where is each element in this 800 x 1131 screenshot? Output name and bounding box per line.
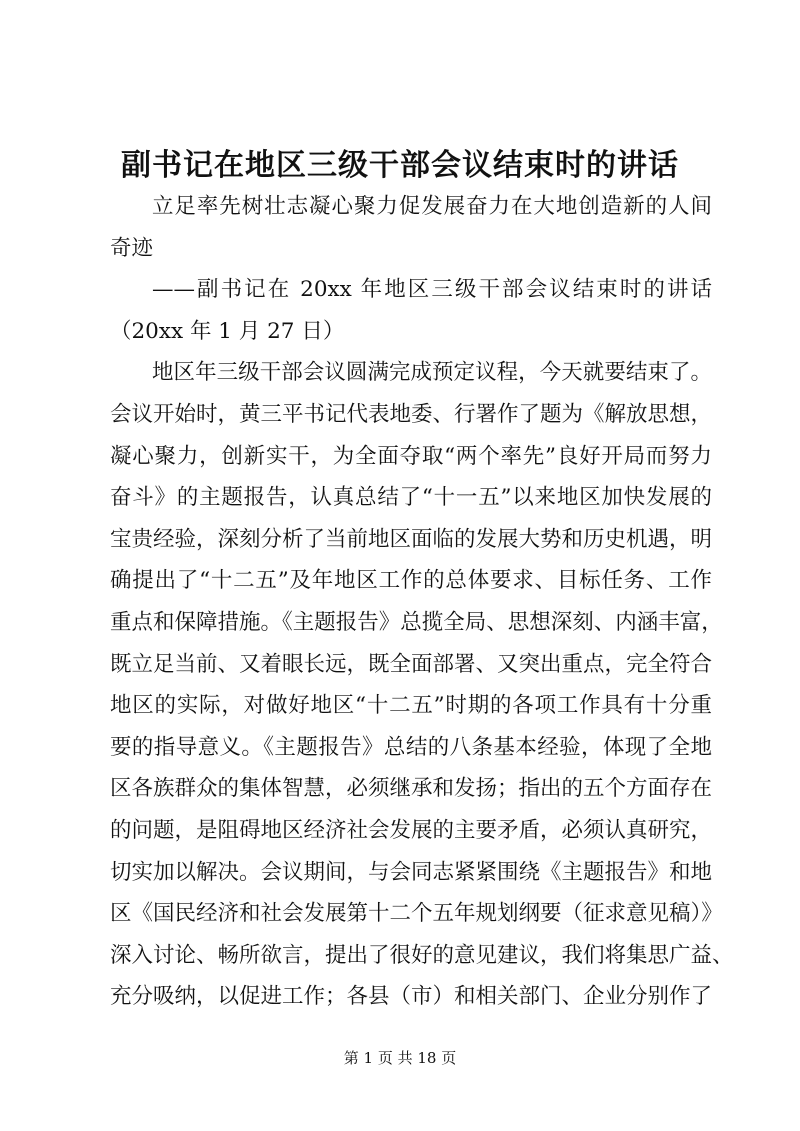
paragraph-line: 奋斗》的主题报告，认真总结了“十一五”以来地区加快发展的 [110,485,712,511]
paragraph-line: 地区的实际，对做好地区“十二五”时期的各项工作具有十分重 [110,693,712,719]
paragraph-line: 区各族群众的集体智慧，必须继承和发扬；指出的五个方面存在 [110,776,713,802]
paragraph-line: 区《国民经济和社会发展第十二个五年规划纲要（征求意见稿）》 [110,901,723,927]
paragraph-line: 宝贵经验，深刻分析了当前地区面临的发展大势和历史机遇，明 [110,526,713,552]
document-title: 副书记在地区三级干部会议结束时的讲话 [121,148,679,183]
paragraph-line: 会议开始时，黄三平书记代表地委、行署作了题为《解放思想， [110,401,713,427]
paragraph-line: 确提出了“十二五”及年地区工作的总体要求、目标任务、工作 [110,568,712,594]
paragraph-line: 要的指导意义。《主题报告》总结的八条基本经验，体现了全地 [110,734,712,760]
page-footer: 第 1 页 共 18 页 [343,1049,457,1067]
subtitle-line: 立足率先树壮志凝心聚力促发展奋力在大地创造新的人间 [152,194,712,219]
paragraph-line: 充分吸纳，以促进工作；各县（市）和相关部门、企业分别作了 [110,984,713,1010]
document-body [110,186,734,1018]
paragraph-line: 的问题，是阻碍地区经济社会发展的主要矛盾，必须认真研究， [110,817,713,843]
paragraph-line: 深入讨论、畅所欲言，提出了很好的意见建议，我们将集思广益、 [110,942,734,968]
paragraph-line: 地区年三级干部会议圆满完成预定议程，今天就要结束了。 [152,360,712,386]
speaker-line: ——副书记在 20xx 年地区三级干部会议结束时的讲话 [152,277,712,303]
subtitle-line: 奇迹 [110,235,154,261]
paragraph-line: 重点和保障措施。《主题报告》总揽全局、思想深刻、内涵丰富， [110,609,723,635]
date-line: （20xx 年 1 月 27 日） [110,318,345,344]
paragraph-line: 切实加以解决。会议期间，与会同志紧紧围绕《主题报告》和地 [110,859,713,885]
paragraph-line: 凝心聚力，创新实干，为全面夺取“两个率先”良好开局而努力 [110,443,712,469]
paragraph-line: 既立足当前、又着眼长远，既全面部署、又突出重点，完全符合 [110,651,713,677]
